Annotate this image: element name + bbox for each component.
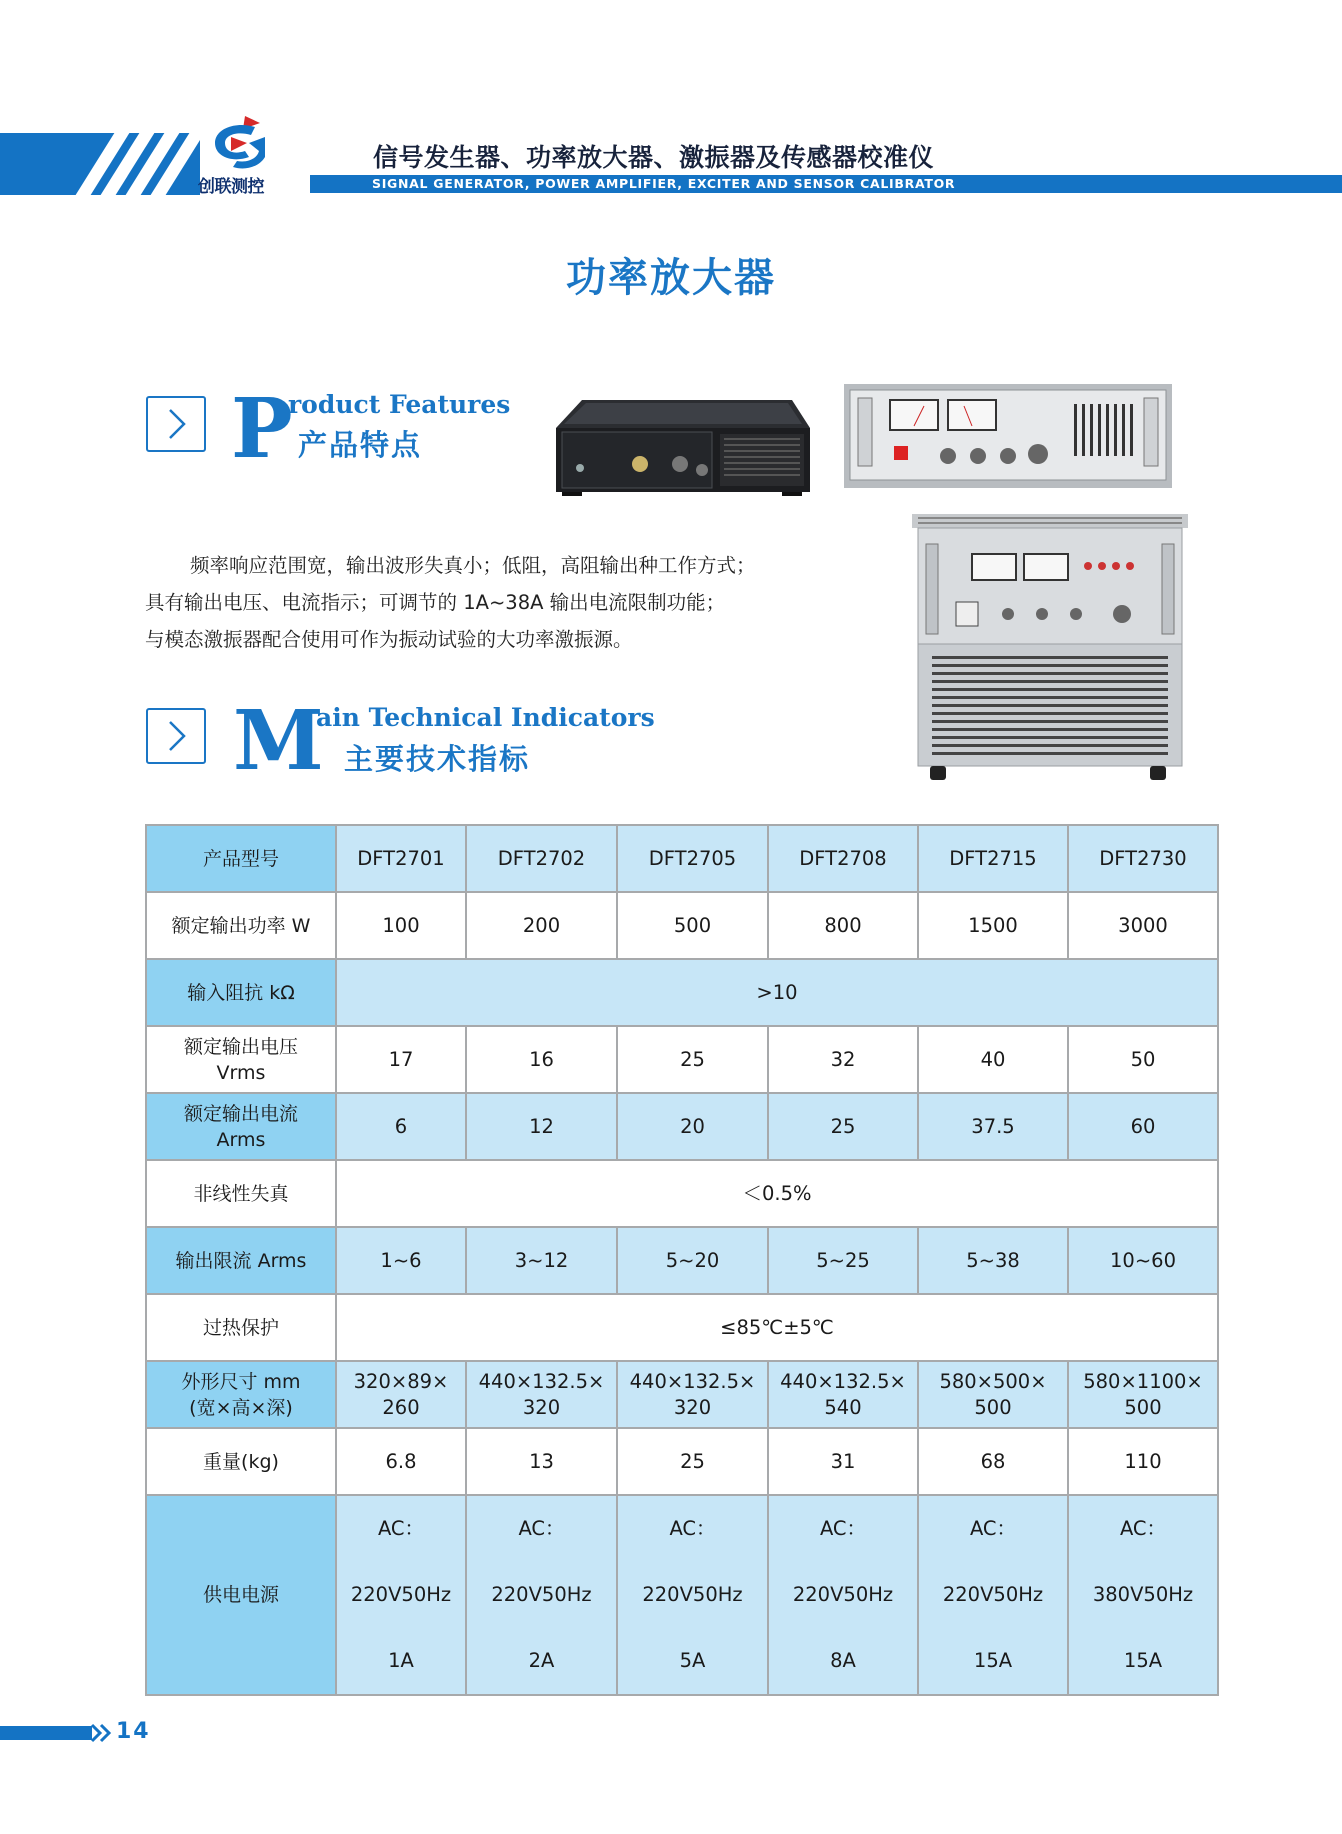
table-cell	[918, 1495, 1068, 1695]
row-header: 非线性失真	[146, 1160, 336, 1227]
table-cell: 3000	[1068, 892, 1218, 959]
table-cell: 800	[768, 892, 918, 959]
table-row-power-supply	[146, 1495, 1218, 1695]
table-cell	[768, 1495, 918, 1695]
dim-line: 440×132.5×	[478, 1369, 605, 1393]
table-cell	[336, 1495, 466, 1695]
table-cell: 32	[768, 1026, 918, 1093]
table-cell	[466, 1495, 617, 1695]
table-cell: 40	[918, 1026, 1068, 1093]
supply-line: 8A	[830, 1649, 856, 1672]
table-cell: 6	[336, 1093, 466, 1160]
model-cell: DFT2705	[617, 825, 768, 892]
table-cell: 25	[617, 1026, 768, 1093]
table-cell: 25	[617, 1428, 768, 1495]
row-header: 产品型号	[146, 825, 336, 892]
table-cell	[336, 1361, 466, 1428]
table-row-model	[146, 825, 1218, 892]
dim-line: 320	[673, 1395, 712, 1419]
row-header: 输入阻抗 kΩ	[146, 959, 336, 1026]
features-initial: P	[231, 381, 293, 477]
table-cell: 200	[466, 892, 617, 959]
product-photo-cabinet	[912, 514, 1188, 784]
page-number: 14	[116, 1719, 151, 1744]
supply-line: AC：	[377, 1517, 425, 1540]
row-header: 额定输出功率 W	[146, 892, 336, 959]
footer-bar	[0, 1726, 92, 1740]
model-cell: DFT2730	[1068, 825, 1218, 892]
supply-line: AC：	[669, 1517, 716, 1540]
table-cell: 37.5	[918, 1093, 1068, 1160]
dim-line: 320	[522, 1395, 561, 1419]
description-line: 与模态激振器配合使用可作为振动试验的大功率激振源。	[145, 628, 633, 651]
supply-line: 220V50Hz	[350, 1583, 452, 1606]
table-cell: 60	[1068, 1093, 1218, 1160]
dim-line: 540	[824, 1395, 862, 1419]
supply-line: AC：	[819, 1517, 867, 1540]
row-header-line: Vrms	[216, 1061, 266, 1084]
row-header	[146, 1026, 336, 1093]
supply-line: 2A	[528, 1649, 555, 1672]
dim-line: 580×1100×	[1083, 1369, 1203, 1393]
dim-line: 440×132.5×	[629, 1369, 756, 1393]
supply-line: 220V50Hz	[491, 1583, 592, 1606]
table-cell	[918, 1361, 1068, 1428]
table-cell: 5~25	[768, 1227, 918, 1294]
supply-line: 1A	[388, 1649, 414, 1672]
row-header-line: 外形尺寸 mm	[181, 1370, 301, 1393]
supply-line: AC：	[1119, 1517, 1167, 1540]
supply-line: 220V50Hz	[642, 1583, 743, 1606]
table-row-impedance	[146, 959, 1218, 1026]
table-cell: 12	[466, 1093, 617, 1160]
table-cell	[466, 1361, 617, 1428]
table-cell: 1500	[918, 892, 1068, 959]
double-chevron-icon	[90, 1723, 114, 1743]
product-photo-rack	[844, 384, 1172, 488]
table-cell: 6.8	[336, 1428, 466, 1495]
header-subtitle: SIGNAL GENERATOR, POWER AMPLIFIER, EXCITER AND SENSOR CALIBRATOR	[372, 176, 956, 191]
features-heading-cn: 产品特点	[298, 428, 423, 462]
row-header-line: 额定输出电流	[183, 1102, 298, 1125]
model-cell: DFT2701	[336, 825, 466, 892]
table-row-limit	[146, 1227, 1218, 1294]
table-cell: ＜0.5%	[336, 1160, 1218, 1227]
model-cell: DFT2715	[918, 825, 1068, 892]
supply-line: AC：	[518, 1517, 565, 1540]
table-cell	[617, 1495, 768, 1695]
row-header: 供电电源	[146, 1495, 336, 1695]
features-description	[145, 547, 865, 658]
table-cell: 13	[466, 1428, 617, 1495]
supply-line: AC：	[969, 1517, 1017, 1540]
indicators-chevron-box	[146, 708, 206, 764]
row-header: 输出限流 Arms	[146, 1227, 336, 1294]
header-title: 信号发生器、功率放大器、激振器及传感器校准仪	[373, 143, 935, 172]
table-cell: 16	[466, 1026, 617, 1093]
supply-line: 220V50Hz	[942, 1583, 1044, 1606]
row-header	[146, 1361, 336, 1428]
table-row-current	[146, 1093, 1218, 1160]
company-logo-icon	[205, 113, 271, 173]
table-row-power	[146, 892, 1218, 959]
table-cell: 110	[1068, 1428, 1218, 1495]
dim-line: 320×89×	[353, 1369, 449, 1393]
page-title: 功率放大器	[566, 254, 776, 301]
table-cell: 10~60	[1068, 1227, 1218, 1294]
dim-line: 580×500×	[939, 1369, 1047, 1393]
table-cell: 50	[1068, 1026, 1218, 1093]
table-row-dimensions	[146, 1361, 1218, 1428]
table-cell: 100	[336, 892, 466, 959]
company-logo-text: 创联测控	[198, 177, 264, 197]
table-cell	[617, 1361, 768, 1428]
table-row-weight	[146, 1428, 1218, 1495]
table-row-voltage	[146, 1026, 1218, 1093]
row-header-line: 额定输出电压	[183, 1035, 298, 1058]
dim-line: 260	[382, 1395, 420, 1419]
row-header-line: Arms	[216, 1128, 266, 1151]
features-heading-en: roduct Features	[288, 390, 511, 419]
dim-line: 440×132.5×	[780, 1369, 906, 1393]
table-row-distortion	[146, 1160, 1218, 1227]
supply-line: 5A	[679, 1649, 706, 1672]
table-cell: >10	[336, 959, 1218, 1026]
spec-table	[145, 824, 1219, 1696]
table-cell: 68	[918, 1428, 1068, 1495]
supply-line: 380V50Hz	[1092, 1583, 1194, 1606]
table-cell: 17	[336, 1026, 466, 1093]
table-row-overheat	[146, 1294, 1218, 1361]
row-header: 重量(kg)	[146, 1428, 336, 1495]
table-cell: 1~6	[336, 1227, 466, 1294]
table-cell	[768, 1361, 918, 1428]
supply-line: 220V50Hz	[792, 1583, 894, 1606]
table-cell: 25	[768, 1093, 918, 1160]
row-header-line: (宽×高×深)	[189, 1396, 293, 1419]
table-cell: ≤85℃±5℃	[336, 1294, 1218, 1361]
table-cell: 3~12	[466, 1227, 617, 1294]
table-cell	[1068, 1361, 1218, 1428]
indicators-heading-en: ain Technical Indicators	[316, 703, 655, 732]
table-cell: 5~38	[918, 1227, 1068, 1294]
indicators-heading-cn: 主要技术指标	[344, 742, 531, 776]
row-header	[146, 1093, 336, 1160]
dim-line: 500	[974, 1395, 1012, 1419]
table-cell	[1068, 1495, 1218, 1695]
chevron-right-icon	[148, 398, 204, 450]
supply-line: 15A	[973, 1649, 1013, 1672]
description-line: 频率响应范围宽，输出波形失真小；低阻，高阻输出种工作方式；	[190, 554, 756, 577]
chevron-right-icon	[148, 710, 204, 762]
description-line: 具有输出电压、电流指示；可调节的 1A~38A 输出电流限制功能；	[145, 591, 726, 614]
table-cell: 20	[617, 1093, 768, 1160]
row-header: 过热保护	[146, 1294, 336, 1361]
table-cell: 500	[617, 892, 768, 959]
product-photo-small	[552, 398, 814, 496]
model-cell: DFT2708	[768, 825, 918, 892]
model-cell: DFT2702	[466, 825, 617, 892]
table-cell: 31	[768, 1428, 918, 1495]
dim-line: 500	[1124, 1395, 1162, 1419]
supply-line: 15A	[1123, 1649, 1163, 1672]
indicators-initial: M	[233, 693, 324, 789]
features-chevron-box	[146, 396, 206, 452]
table-cell: 5~20	[617, 1227, 768, 1294]
